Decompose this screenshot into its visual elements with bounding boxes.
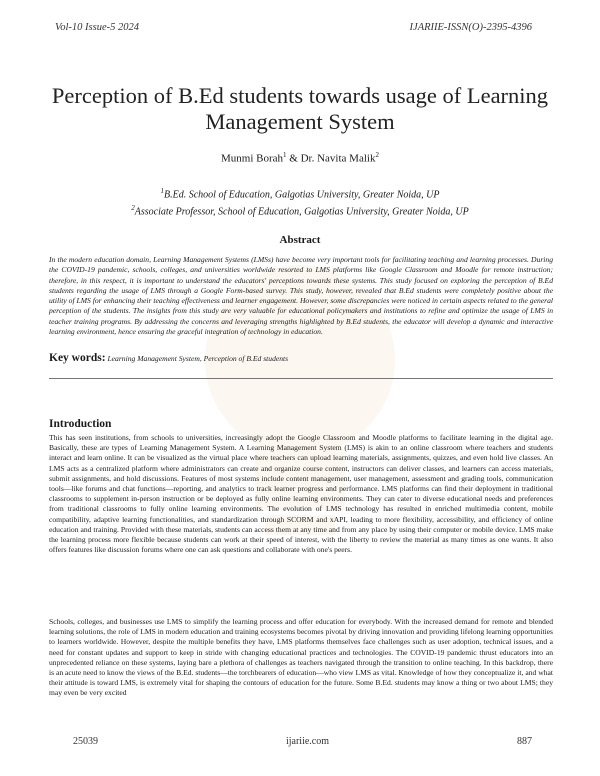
introduction-paragraph-2: Schools, colleges, and businesses use LMS to simplify the learning process and offer education for everybody. With the increased demand for remote and blended learning solutions, the role of LMS in modern education and training ecosystems becomes pivotal by driving innovation and providing lifelong learning opportunities to learners worldwide. However, despite the multiple benefits they have, LMS platforms themselves face challenges such as user adoption, technical issues, and a need for constant updates and support to keep in stride with changing educational practices and technologies. The COVID-19 pandemic thrust educators into an unprecedented reliance on these systems, laying bare a plethora of challenges as teachers navigated through the transition to online teaching. In this backdrop, there is an acute need to know the views of the B.Ed. students—the torchbearers of education—who view LMS as vital. Knowledge of how they conceptualize it, and what their attitude is toward LMS, is extremely vital for shaping the contours of education for the future. Some B.Ed. students may know a thing or two about LMS; they may even be very excited — [49, 617, 553, 698]
keywords-label: Key words: — [49, 352, 106, 364]
abstract-text: In the modern education domain, Learning Management Systems (LMSs) have become very important tools for facilitating teaching and learning processes. During the COVID-19 pandemic, schools, colleges, and universities worldwide resorted to LMS platforms like Google Classroom and Moodle for remote instruction; therefore, in this respect, it is important to understand the educators' perceptions towards these systems. This study focused on exploring the perception of B.Ed students regarding the usage of LMS through a Google Form-based survey. This study, however, revealed that B.Ed students were completely positive about the utility of LMS for enhancing their teaching effectiveness and learner engagement. However, some discrepancies were noticed in certain aspects related to the general perception of the students. The insights from this study are very valuable for educational policymakers and institutions to refine and optimize the usage of LMS in teacher training programs. By addressing the concerns and leveraging strengths highlighted by B.Ed students, the educator will develop a dynamic and interactive learning environment, hence ensuring the graceful integration of technology in education. — [49, 255, 553, 337]
issn: IJARIIE-ISSN(O)-2395-4396 — [409, 22, 532, 33]
section-divider — [49, 378, 553, 379]
author-2: Dr. Navita Malik — [300, 152, 376, 165]
affiliation-1-text: B.Ed. School of Education, Galgotias University, Greater Noida, UP — [164, 189, 440, 201]
footer-site: ijariie.com — [285, 736, 330, 747]
introduction-heading: Introduction — [49, 418, 112, 430]
paper-title: Perception of B.Ed students towards usage of Learning Management System — [51, 83, 549, 134]
affiliation-1-sup: 1 — [160, 187, 165, 195]
abstract-heading: Abstract — [279, 234, 321, 246]
author-line — [0, 151, 600, 165]
affiliation-2-sup: 2 — [131, 204, 135, 212]
volume-issue: Vol-10 Issue-5 2024 — [55, 22, 139, 33]
affiliation-1 — [0, 187, 600, 200]
author-separator: & — [286, 152, 301, 165]
running-header — [55, 22, 532, 33]
affiliation-2-text: Associate Professor, School of Education, Galgotias University, Greater Noida, UP — [134, 206, 469, 218]
page-footer — [73, 736, 532, 747]
footer-paper-id: 25039 — [73, 736, 98, 747]
author-2-sup: 2 — [375, 151, 379, 159]
author-1: Munmi Borah — [221, 152, 284, 165]
keywords — [49, 352, 553, 364]
author-1-sup: 1 — [283, 151, 287, 159]
keywords-text: Learning Management System, Perception of B.Ed students — [107, 354, 289, 363]
introduction-paragraph-1: This has seen institutions, from schools to universities, increasingly adopt the Google Classroom and Moodle platforms to facilitate learning in the digital age. Basically, these are types of Learning Management System. A Learning Management System (LMS) is akin to an online classroom where teachers and students interact and learn online. It can be visualized as the virtual place where teachers can upload learning materials, assignments, quizzes, and even hold live classes. An LMS acts as a centralized platform where administrators can create and organize course content, instructors can deliver classes, and learners can access materials, submit assignments, and hold discussions. Features of most systems include content management, user management, assessment and grading tools, communication tools—like forums and chat functions—reporting, and analytics to track learner progress and performance. LMS platforms can find their deployment in traditional classrooms to supplement in-person instruction or be deployed as fully online learning environments. They can cater to diverse educational needs and preferences from traditional classrooms to fully online learning environments. The evolution of LMS technology has resulted in enriched multimedia content, mobile compatibility, adaptive learning functionalities, and standardization through SCORM and xAPI, leading to more flexibility, accessibility, and efficiency of online education and training. Provided with these materials, students can access them at any time and from any place by using their computer or mobile device. LMS make the learning process more flexible because students can work at their speed of interest, with the liberty to review the material as many times as one wants. It also offers features like discussion forums where one can ask questions and collaborate with one's peers. — [49, 433, 553, 555]
affiliation-2 — [0, 204, 600, 217]
footer-page-number: 887 — [516, 736, 532, 747]
